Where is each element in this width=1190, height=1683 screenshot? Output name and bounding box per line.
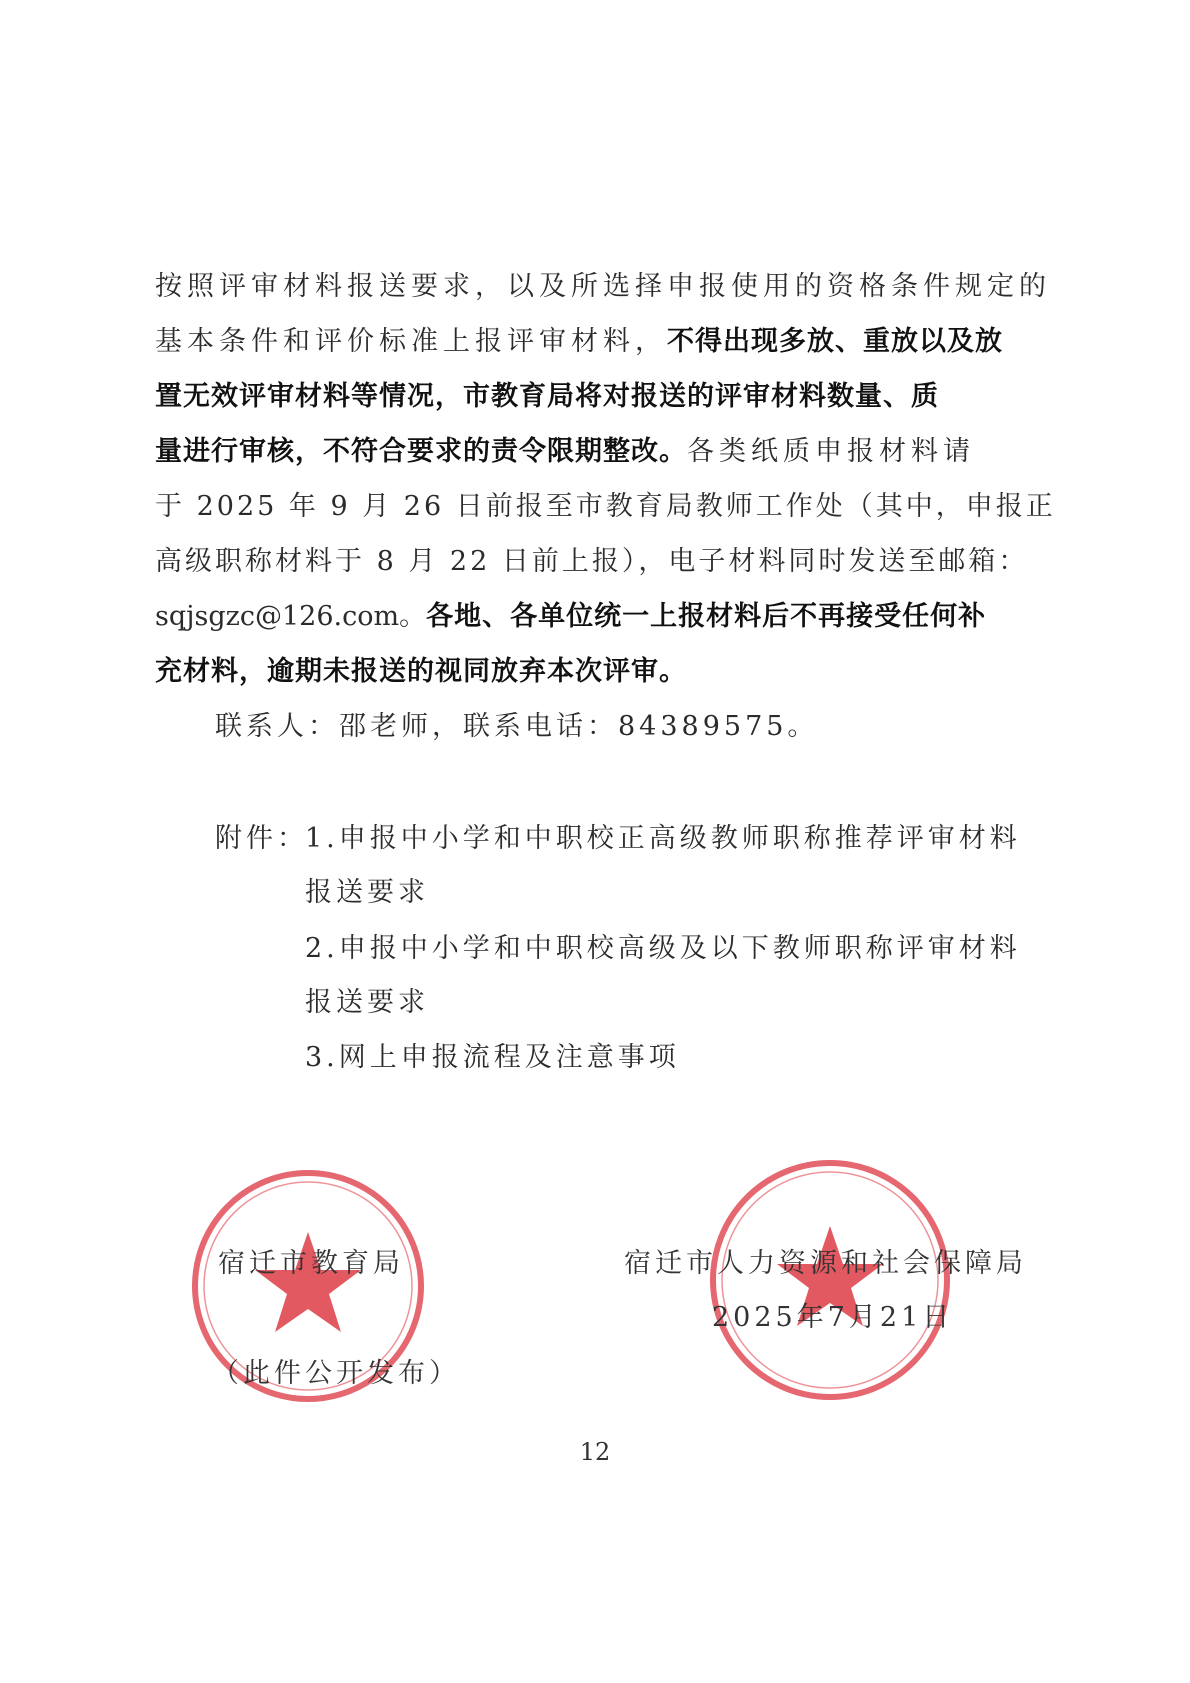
attachment-1-line-1: 1.申报中小学和中职校正高级教师职称推荐评审材料 [305, 823, 1021, 854]
body-line-6: 高级职称材料于 8 月 22 日前上报），电子材料同时发送至邮箱： [155, 546, 1029, 577]
body-line-7 [155, 600, 1035, 634]
body-line-4-bold: 量进行审核，不符合要求的责令限期整改。 [155, 436, 687, 467]
body-line-4 [155, 435, 1035, 469]
signature-date: 2025年7月21日 [712, 1302, 954, 1333]
signature-hrss-bureau: 宿迁市人力资源和社会保障局 [624, 1248, 1027, 1279]
attachment-2-line-1: 2.申报中小学和中职校高级及以下教师职称评审材料 [305, 933, 1021, 964]
attachment-1-line-2: 报送要求 [305, 877, 429, 908]
body-line-1: 按照评审材料报送要求，以及所选择申报使用的资格条件规定的 [155, 271, 1051, 302]
body-line-7-bold: 各地、各单位统一上报材料后不再接受任何补 [426, 601, 987, 632]
signature-education-bureau: 宿迁市教育局 [218, 1248, 404, 1279]
attachment-2-line-2: 报送要求 [305, 987, 429, 1018]
body-line-4-normal: 各类纸质申报材料请 [687, 436, 975, 467]
page-number: 12 [579, 1438, 611, 1466]
contact-line: 联系人：邵老师，联系电话：84389575。 [215, 711, 819, 742]
attachment-3: 3.网上申报流程及注意事项 [305, 1042, 680, 1073]
body-line-2-bold: 不得出现多放、重放以及放 [667, 326, 1003, 357]
publication-note: （此件公开发布） [212, 1358, 460, 1389]
body-line-2 [155, 325, 1035, 359]
body-line-5: 于 2025 年 9 月 26 日前报至市教育局教师工作处（其中，申报正 [155, 491, 1056, 522]
email-address: sqjsgzc@126.com。 [155, 601, 427, 632]
body-line-2-normal: 基本条件和评价标准上报评审材料， [155, 326, 667, 357]
body-line-3: 置无效评审材料等情况，市教育局将对报送的评审材料数量、质 [155, 381, 939, 412]
body-line-8: 充材料，逾期未报送的视同放弃本次评审。 [155, 656, 687, 687]
attachments-label: 附件： [215, 823, 308, 854]
